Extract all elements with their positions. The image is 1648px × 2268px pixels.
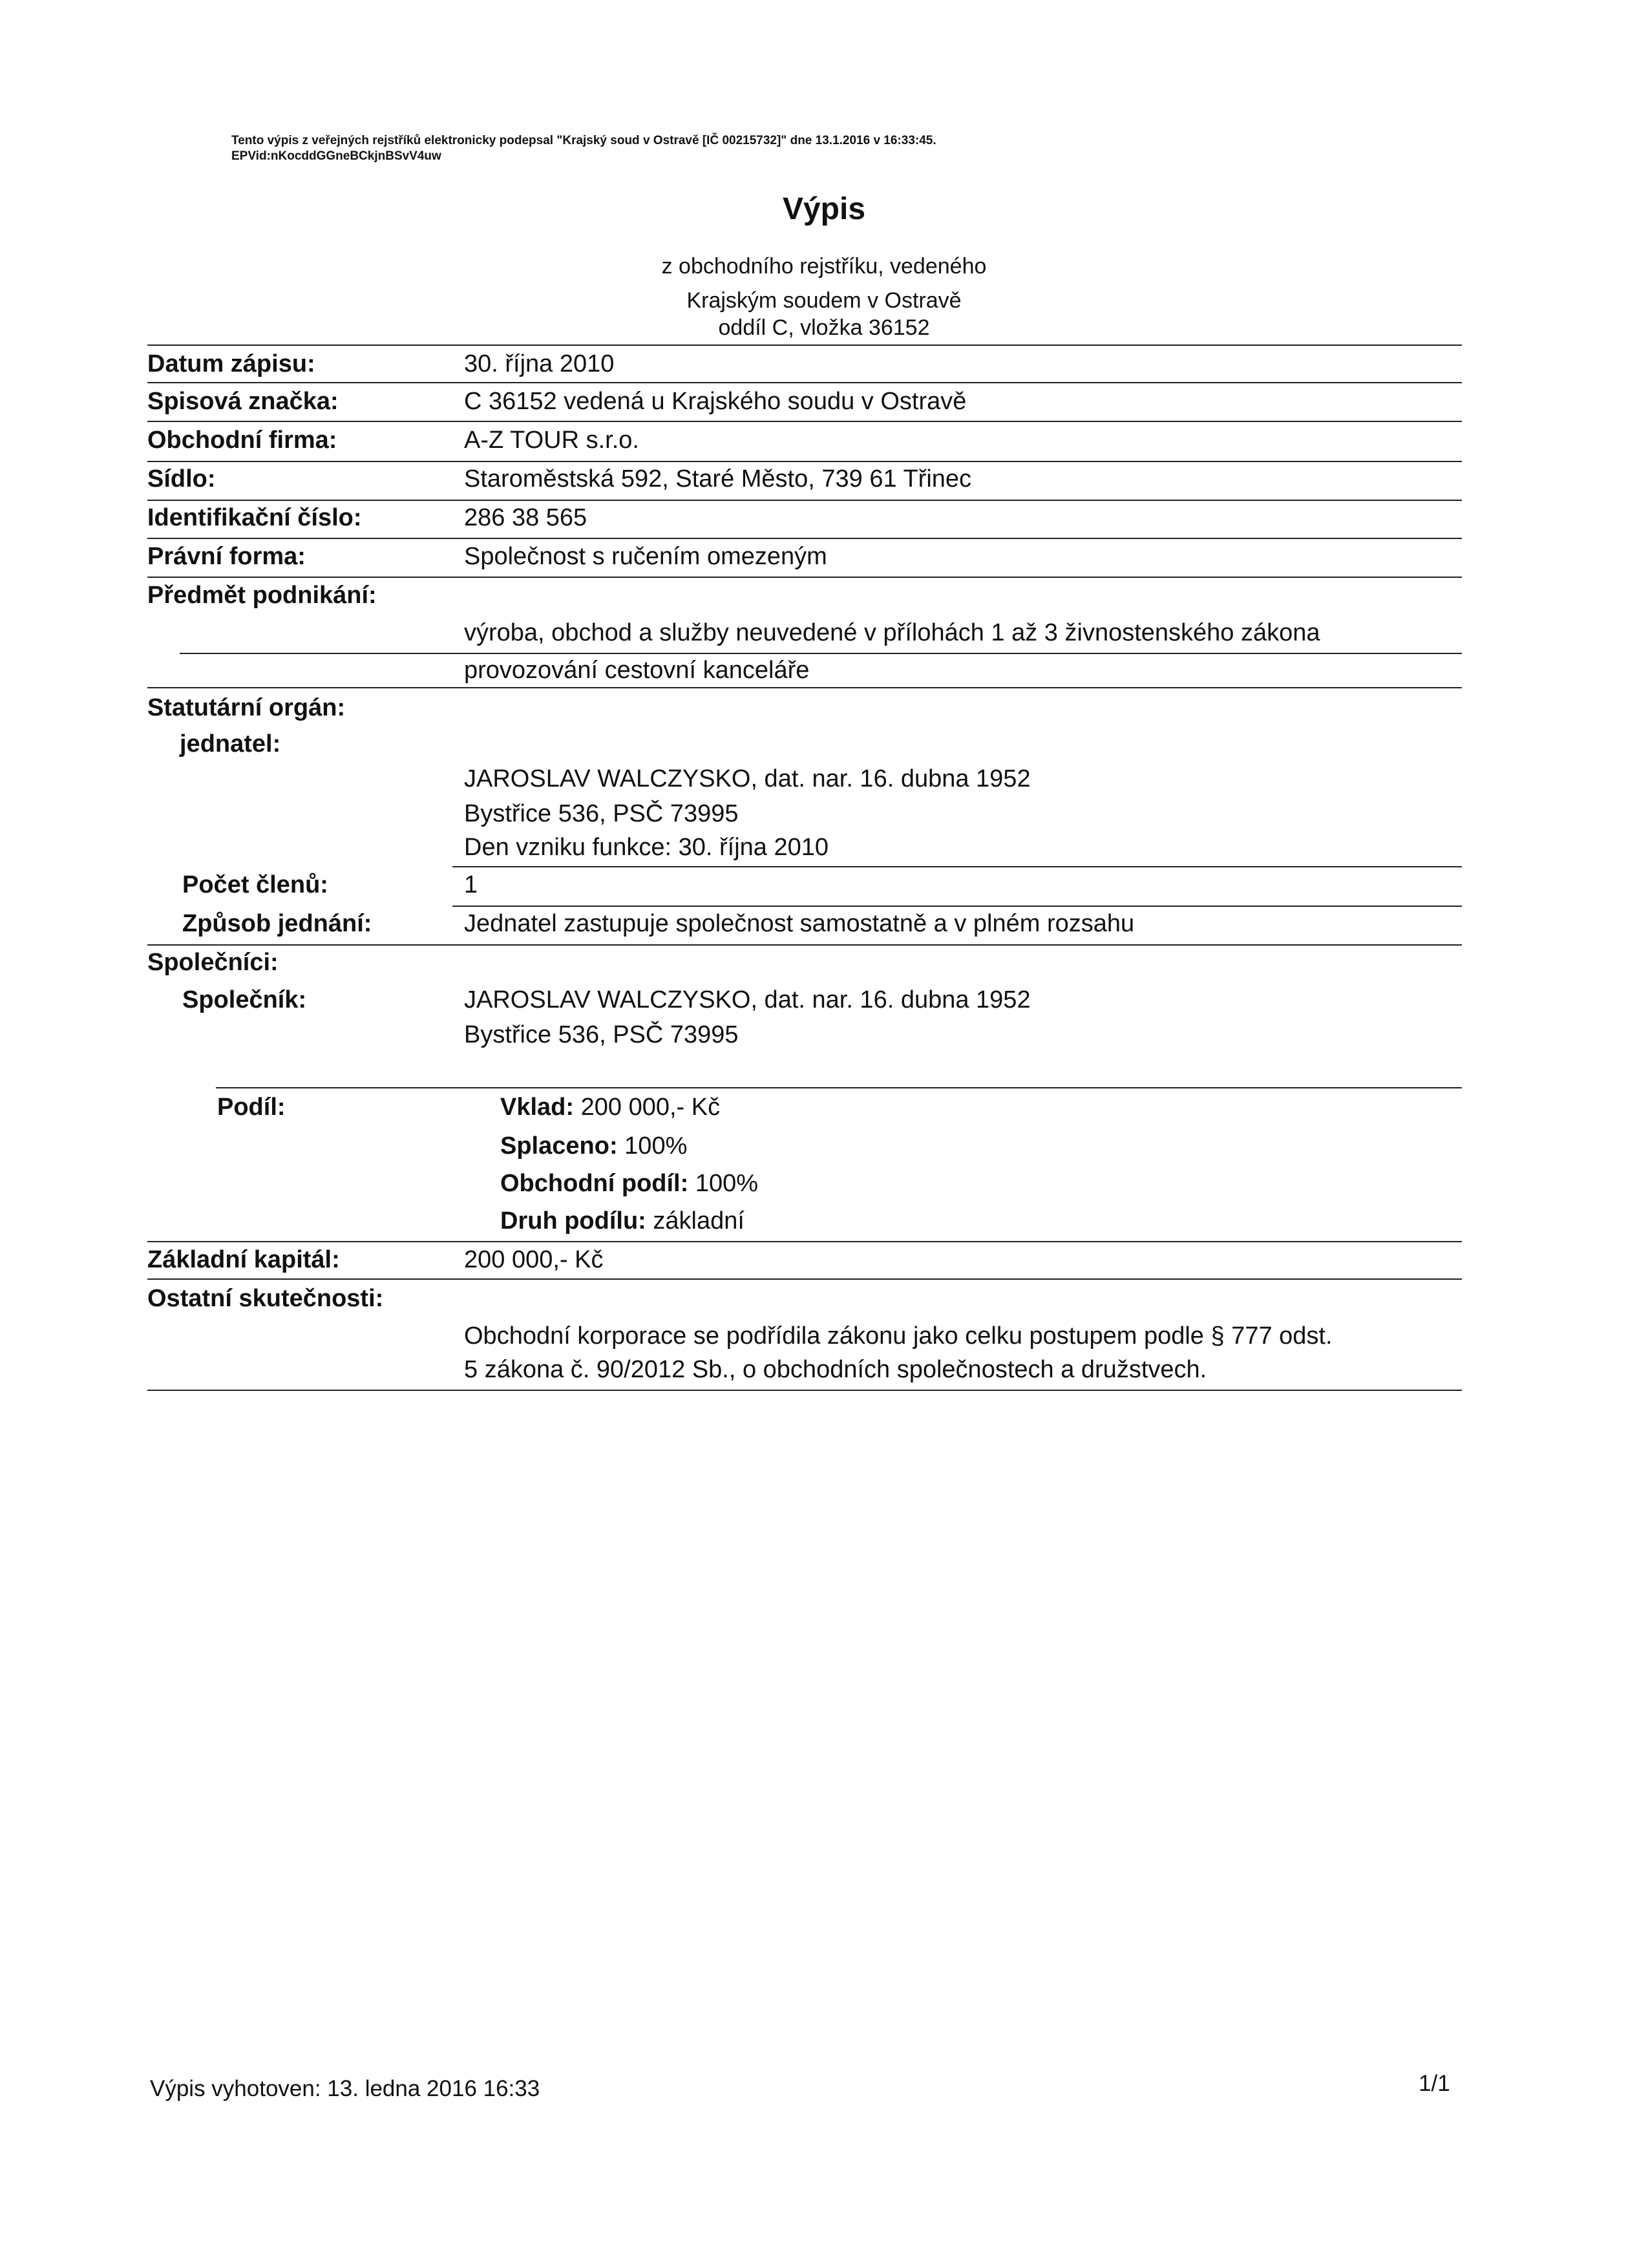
document-subtitle-2: Krajským soudem v Ostravě	[686, 288, 962, 313]
label-identifikacni-cislo: Identifikační číslo:	[147, 504, 362, 531]
label-statutarni-organ: Statutární orgán:	[147, 694, 346, 721]
label-obchodni-firma: Obchodní firma:	[147, 427, 337, 454]
share-druh-podilu-label: Druh podílu:	[500, 1207, 646, 1235]
share-splaceno-label: Splaceno:	[500, 1132, 618, 1160]
value-identifikacni-cislo: 286 38 565	[464, 504, 587, 531]
label-ostatni-skutecnosti: Ostatní skutečnosti:	[147, 1285, 384, 1312]
divider	[147, 944, 1462, 946]
label-predmet-podnikani: Předmět podnikání:	[147, 582, 377, 609]
value-jednatel-line: Bystřice 536, PSČ 73995	[464, 800, 739, 827]
divider	[147, 1390, 1462, 1391]
footer-page-number: 1/1	[1419, 2071, 1450, 2096]
label-spolecnici: Společníci:	[147, 949, 279, 976]
share-splaceno	[500, 1132, 687, 1160]
label-sidlo: Sídlo:	[147, 465, 216, 493]
value-zakladni-kapital: 200 000,- Kč	[464, 1246, 604, 1273]
share-obchodni-podil-value: 100%	[695, 1170, 759, 1197]
divider	[147, 421, 1462, 422]
label-zpusob-jednani: Způsob jednání:	[182, 910, 372, 937]
value-spisova-znacka: C 36152 vedená u Krajského soudu v Ostravě	[464, 388, 967, 415]
label-jednatel: jednatel:	[180, 730, 281, 758]
document-title: Výpis	[782, 192, 866, 226]
divider	[452, 906, 1462, 907]
value-obchodni-firma: A-Z TOUR s.r.o.	[464, 427, 639, 454]
electronic-signature-note	[231, 133, 936, 164]
value-ostatni-line: 5 zákona č. 90/2012 Sb., o obchodních společnostech a družstvech.	[464, 1356, 1207, 1383]
divider	[147, 1278, 1462, 1280]
value-datum-zapisu: 30. října 2010	[464, 350, 615, 377]
share-druh-podilu-value: základní	[653, 1207, 745, 1235]
value-pravni-forma: Společnost s ručením omezeným	[464, 543, 827, 570]
value-pocet-clenu: 1	[464, 871, 478, 898]
divider	[147, 1241, 1462, 1242]
signature-line-2: EPVid:nKocddGGneBCkjnBSvV4uw	[231, 149, 441, 163]
document-subtitle-1: z obchodního rejstříku, vedeného	[661, 254, 987, 279]
divider	[147, 687, 1462, 688]
value-spolecnik-line: Bystřice 536, PSČ 73995	[464, 1021, 739, 1048]
share-vklad-label: Vklad:	[500, 1094, 575, 1121]
divider	[147, 344, 1462, 346]
value-sidlo: Staroměstská 592, Staré Město, 739 61 Třinec	[464, 465, 972, 493]
divider	[147, 382, 1462, 383]
label-datum-zapisu: Datum zápisu:	[147, 350, 315, 377]
divider	[216, 1087, 1462, 1088]
value-zpusob-jednani: Jednatel zastupuje společnost samostatně a v plném rozsahu	[464, 910, 1135, 937]
share-vklad	[500, 1094, 720, 1121]
label-pocet-clenu: Počet členů:	[182, 871, 328, 898]
value-ostatni-line: Obchodní korporace se podřídila zákonu jako celku postupem podle § 777 odst.	[464, 1322, 1333, 1350]
share-obchodni-podil-label: Obchodní podíl:	[500, 1170, 689, 1197]
divider	[452, 866, 1462, 867]
document-subtitle-3: oddíl C, vložka 36152	[718, 315, 930, 340]
label-pravni-forma: Právní forma:	[147, 543, 306, 570]
share-vklad-value: 200 000,- Kč	[580, 1094, 721, 1121]
value-predmet-item: provozování cestovní kanceláře	[464, 657, 810, 684]
signature-line-1: Tento výpis z veřejných rejstříků elektronicky podepsal "Krajský soud v Ostravě [IČ 00215732]" dne 13.1.2016 v 16:33:45.	[231, 134, 936, 147]
share-druh-podilu	[500, 1207, 745, 1235]
share-obchodni-podil	[500, 1170, 758, 1198]
footer-created: Výpis vyhotoven: 13. ledna 2016 16:33	[150, 2076, 540, 2101]
label-spolecnik: Společník:	[182, 986, 307, 1013]
label-podil: Podíl:	[217, 1094, 286, 1121]
share-splaceno-value: 100%	[624, 1132, 688, 1160]
label-zakladni-kapital: Základní kapitál:	[147, 1246, 340, 1273]
divider	[147, 538, 1462, 539]
divider	[147, 577, 1462, 578]
value-jednatel-line: Den vzniku funkce: 30. října 2010	[464, 834, 829, 861]
divider	[147, 500, 1462, 501]
divider	[147, 461, 1462, 462]
value-jednatel-line: JAROSLAV WALCZYSKO, dat. nar. 16. dubna 1952	[464, 765, 1031, 792]
divider	[180, 653, 1462, 654]
label-spisova-znacka: Spisová značka:	[147, 388, 339, 415]
value-spolecnik-line: JAROSLAV WALCZYSKO, dat. nar. 16. dubna 1952	[464, 986, 1031, 1013]
value-predmet-item: výroba, obchod a služby neuvedené v přílohách 1 až 3 živnostenského zákona	[464, 619, 1320, 646]
